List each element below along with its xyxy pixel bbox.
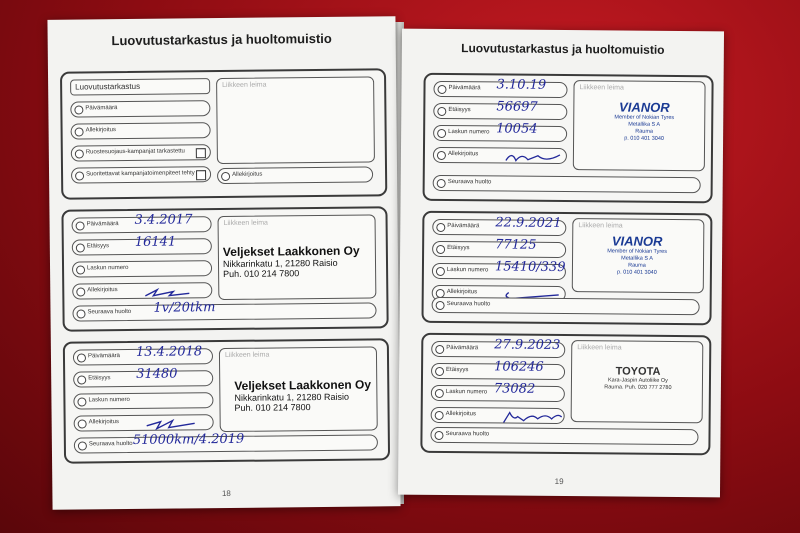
date-field[interactable]: Päivämäärä 3.10.19 <box>433 81 567 98</box>
date-field[interactable]: Päivämäärä 13.4.2018 <box>73 348 213 365</box>
date-field[interactable]: Päivämäärä <box>70 100 210 117</box>
signature-field[interactable]: Allekirjoitus <box>432 285 566 302</box>
handwritten-next-service: 51000km/4.2019 <box>132 431 245 448</box>
stamp-box: Liikkeen leima Veljekset Laakkonen Oy Nikkarinkatu 1, 21280 Raisio Puh. 010 214 7800 <box>218 214 377 300</box>
handwritten-km: 31480 <box>136 366 178 382</box>
next-service-field[interactable]: Seuraava huolto 1v/20tkm <box>72 302 376 321</box>
invoice-field[interactable]: Laskun numero <box>72 260 212 277</box>
km-field[interactable]: Etäisyys 16141 <box>72 238 212 255</box>
dealer-stamp: Veljekset Laakkonen Oy Nikkarinkatu 1, 21280 Raisio Puh. 010 214 7800 <box>234 377 372 413</box>
invoice-field[interactable]: Laskun numero <box>73 392 213 409</box>
page-title: Luovutustarkastus ja huoltomuistio <box>111 30 332 49</box>
date-field[interactable]: Päivämäärä 27.9.2023 <box>431 341 565 358</box>
page-title: Luovutustarkastus ja huoltomuistio <box>461 41 665 57</box>
next-service-field[interactable]: Seuraava huolto <box>433 175 701 193</box>
page-number: 18 <box>221 488 231 499</box>
signature-scribble <box>504 150 564 165</box>
vianor-stamp: VIANOR Member of Nokian Tyres Metallika S A Rauma p. 010 401 3040 <box>607 233 668 276</box>
handwritten-date: 3.10.19 <box>496 77 547 93</box>
handwritten-date: 13.4.2018 <box>135 344 203 360</box>
stamp-box: Liikkeen leima VIANOR Member of Nokian Tyres Metallika S A Rauma p. 010 401 3040 <box>573 80 706 171</box>
stamp-box: Liikkeen leima <box>216 76 375 164</box>
campaign-done-field[interactable]: Suoritettavat kampanjatoimenpiteet tehty <box>71 166 211 183</box>
signature-field[interactable]: Allekirjoitus <box>72 282 212 299</box>
date-field[interactable]: Päivämäärä 3.4.2017 <box>72 216 212 233</box>
dealer-signature-field[interactable]: Allekirjoitus <box>217 166 373 184</box>
signature-scribble <box>502 410 564 425</box>
handwritten-date: 27.9.2023 <box>494 337 561 353</box>
signature-scribble <box>145 417 205 432</box>
right-page <box>398 29 724 498</box>
signature-field[interactable]: Allekirjoitus <box>433 147 567 164</box>
km-field[interactable]: Etäisyys 31480 <box>73 370 213 387</box>
next-service-field[interactable]: Seuraava huolto <box>432 297 700 315</box>
page-number: 19 <box>554 476 564 487</box>
handover-heading: Luovutustarkastus <box>70 78 210 95</box>
service-entry <box>421 211 712 326</box>
service-entry <box>420 333 711 456</box>
vianor-stamp: VIANOR Member of Nokian Tyres Metallika S A Rauma p. 010 401 3040 <box>614 99 675 142</box>
handwritten-invoice: 10054 <box>496 121 538 137</box>
signature-field[interactable]: Allekirjoitus <box>431 407 565 424</box>
campaign-check-field[interactable]: Ruostesuojaus-kampanjat tarkastettu <box>71 144 211 161</box>
invoice-field[interactable]: Laskun numero 73082 <box>431 385 565 402</box>
date-field[interactable]: Päivämäärä 22.9.2021 <box>432 219 566 236</box>
signature-field[interactable]: Allekirjoitus <box>74 414 214 431</box>
stamp-box: Liikkeen leima TOYOTA Kara-Jaspin Autoliike Oy Rauma. Puh. 020 777 2780 <box>571 340 704 423</box>
handwritten-invoice: 73082 <box>493 381 536 397</box>
stamp-box: Liikkeen leima Veljekset Laakkonen Oy Nikkarinkatu 1, 21280 Raisio Puh. 010 214 7800 <box>219 346 378 432</box>
handover-inspection-block <box>60 68 387 199</box>
toyota-stamp: TOYOTA Kara-Jaspin Autoliike Oy Rauma. Puh. 020 777 2780 <box>604 365 672 391</box>
handwritten-km: 56697 <box>496 99 538 115</box>
dealer-stamp: Veljekset Laakkonen Oy Nikkarinkatu 1, 21280 Raisio Puh. 010 214 7800 <box>222 243 360 280</box>
signature-field[interactable]: Allekirjoitus <box>71 122 211 139</box>
service-entry <box>423 73 714 204</box>
handwritten-invoice: 15410/339 <box>494 259 566 276</box>
invoice-field[interactable]: Laskun numero 15410/339 <box>432 263 566 280</box>
checkbox[interactable] <box>196 170 206 180</box>
checkbox[interactable] <box>196 148 206 158</box>
km-field[interactable]: Etäisyys 106246 <box>431 363 565 380</box>
service-entry <box>61 206 388 331</box>
handwritten-date: 22.9.2021 <box>495 215 562 232</box>
service-entry <box>63 338 390 463</box>
handwritten-km: 106246 <box>494 359 544 375</box>
handwritten-km: 16141 <box>134 234 177 250</box>
left-page <box>47 16 400 510</box>
stamp-box: Liikkeen leima VIANOR Member of Nokian Tyres Metallika S A Rauma p. 010 401 3040 <box>572 218 705 293</box>
invoice-field[interactable]: Laskun numero 10054 <box>433 125 567 142</box>
km-field[interactable]: Etäisyys 77125 <box>432 241 566 258</box>
handwritten-next-service: 1v/20tkm <box>153 300 216 316</box>
next-service-field[interactable]: Seuraava huolto <box>430 427 698 445</box>
km-field[interactable]: Etäisyys 56697 <box>433 103 567 120</box>
next-service-field[interactable]: Seuraava huolto 51000km/4.2019 <box>74 434 378 453</box>
handwritten-km: 77125 <box>495 237 537 253</box>
signature-scribble <box>143 285 203 300</box>
handwritten-date: 3.4.2017 <box>134 212 193 228</box>
